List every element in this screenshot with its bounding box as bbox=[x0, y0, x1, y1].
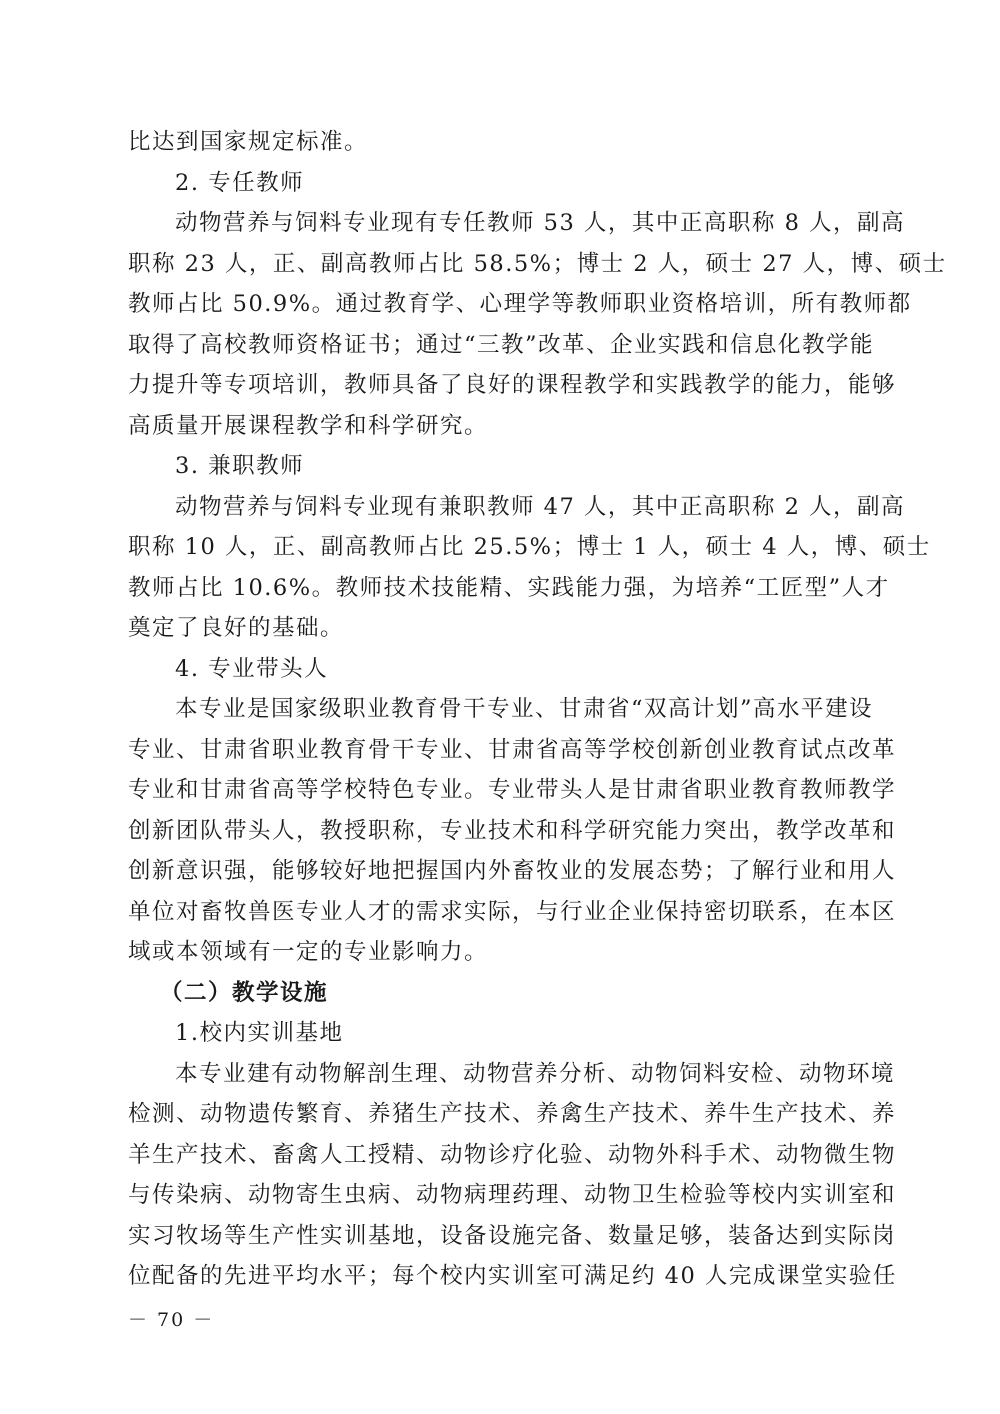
paragraph-line: 高质量开展课程教学和科学研究。 bbox=[128, 412, 489, 439]
paragraph-line: 职称 23 人，正、副高教师占比 58.5%；博士 2 人，硕士 27 人，博、硕士 bbox=[128, 250, 947, 277]
paragraph-line: 取得了高校教师资格证书；通过“三教”改革、企业实践和信息化教学能 bbox=[128, 331, 875, 358]
paragraph-line: 域或本领域有一定的专业影响力。 bbox=[128, 939, 489, 965]
paragraph-line: 本专业建有动物解剖生理、动物营养分析、动物饲料安检、动物环境 bbox=[175, 1060, 896, 1087]
paragraph-line: 动物营养与饲料专业现有专任教师 53 人，其中正高职称 8 人，副高 bbox=[175, 210, 906, 236]
paragraph-line: 创新意识强，能够较好地把握国内外畜牧业的发展态势；了解行业和用人 bbox=[128, 858, 897, 884]
page-number: － 70 － bbox=[128, 1309, 215, 1331]
subheading-part-time-teachers: 3. 兼职教师 bbox=[175, 453, 305, 479]
paragraph-line: 动物营养与饲料专业现有兼职教师 47 人，其中正高职称 2 人，副高 bbox=[175, 493, 906, 520]
paragraph-line: 与传染病、动物寄生虫病、动物病理药理、动物卫生检验等校内实训室和 bbox=[128, 1182, 897, 1208]
paragraph-line: 创新团队带头人，教授职称，专业技术和科学研究能力突出，教学改革和 bbox=[128, 817, 897, 844]
subheading-full-time-teachers: 2. 专任教师 bbox=[175, 169, 305, 196]
section-heading-teaching-facilities: （二）教学设施 bbox=[160, 979, 329, 1006]
paragraph-line: 本专业是国家级职业教育骨干专业、甘肃省“双高计划”高水平建设 bbox=[175, 696, 874, 722]
paragraph-line: 职称 10 人，正、副高教师占比 25.5%；博士 1 人，硕士 4 人，博、硕士 bbox=[128, 534, 931, 560]
paragraph-line: 检测、动物遗传繁育、养猪生产技术、养禽生产技术、养牛生产技术、养 bbox=[128, 1101, 897, 1127]
paragraph-line: 实习牧场等生产性实训基地，设备设施完备、数量足够，装备达到实际岗 bbox=[128, 1222, 897, 1249]
subheading-program-leader: 4. 专业带头人 bbox=[175, 655, 329, 682]
paragraph-line: 比达到国家规定标准。 bbox=[128, 129, 369, 155]
subheading-on-campus-training-base: 1.校内实训基地 bbox=[175, 1020, 344, 1046]
paragraph-line: 羊生产技术、畜禽人工授精、动物诊疗化验、动物外科手术、动物微生物 bbox=[128, 1141, 897, 1168]
paragraph-line: 专业和甘肃省高等学校特色专业。专业带头人是甘肃省职业教育教师教学 bbox=[128, 777, 897, 803]
paragraph-line: 专业、甘肃省职业教育骨干专业、甘肃省高等学校创新创业教育试点改革 bbox=[128, 736, 897, 763]
paragraph-line: 奠定了良好的基础。 bbox=[128, 615, 345, 641]
paragraph-line: 教师占比 10.6%。教师技术技能精、实践能力强，为培养“工匠型”人才 bbox=[128, 574, 890, 601]
paragraph-line: 位配备的先进平均水平；每个校内实训室可满足约 40 人完成课堂实验任 bbox=[128, 1263, 897, 1289]
paragraph-line: 教师占比 50.9%。通过教育学、心理学等教师职业资格培训，所有教师都 bbox=[128, 291, 912, 317]
paragraph-line: 力提升等专项培训，教师具备了良好的课程教学和实践教学的能力，能够 bbox=[128, 372, 897, 398]
paragraph-line: 单位对畜牧兽医专业人才的需求实际，与行业企业保持密切联系，在本区 bbox=[128, 898, 897, 925]
